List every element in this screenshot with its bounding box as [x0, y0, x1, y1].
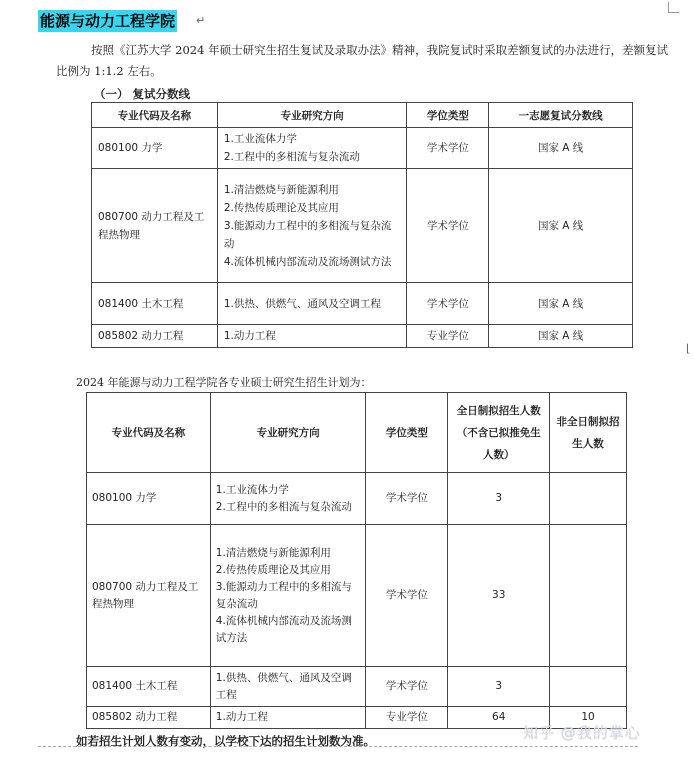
header-cell: 一志愿复试分数线: [489, 103, 633, 128]
header-cell: 专业代码及名称: [92, 103, 218, 128]
score-line-table: [91, 102, 633, 348]
plan-caption: 2024 年能源与动力工程学院各专业硕士研究生招生计划为：: [76, 376, 372, 389]
directions-cell: [217, 128, 407, 169]
direction-item: 1.供热、供燃气、通风及空调工程: [215, 671, 352, 701]
major-code-cell: 081400 土木工程: [87, 667, 211, 707]
directions-cell: [217, 169, 407, 283]
score-line-cell: 国家 A 线: [489, 128, 633, 169]
score-line-cell: 国家 A 线: [489, 325, 633, 348]
score-line-cell: 国家 A 线: [489, 169, 633, 283]
divider: [38, 746, 638, 747]
margin-marker-icon: ⌊: [686, 342, 691, 355]
major-code-cell: 081400 土木工程: [92, 283, 218, 325]
direction-item: 1.动力工程: [215, 711, 268, 723]
direction-item: 4.流体机械内部流动及流场测试方法: [215, 614, 352, 644]
header-cell: 全日制拟招生人数（不含已拟推免生人数）: [448, 393, 550, 473]
table-header-row: [87, 393, 627, 473]
fulltime-count-cell: 3: [448, 473, 550, 525]
degree-type-cell: 学术学位: [366, 473, 448, 525]
watermark: 知乎 @我的掌心: [523, 724, 641, 742]
intro-paragraph: 按照《江苏大学 2024 年硕士研究生招生复试及录取办法》精神，我院复试时采取差额复试的办法进行，差额复试比例为 1:1.2 左右。: [56, 43, 669, 78]
header-cell: 专业研究方向: [217, 103, 407, 128]
page-title: 能源与动力工程学院: [40, 12, 176, 30]
direction-item: 1.工业流体力学: [215, 483, 289, 496]
table-row: [87, 473, 627, 525]
major-code-cell: 080700 动力工程及工程热物理: [92, 169, 218, 283]
direction-item: 1.供热、供燃气、通风及空调工程: [223, 297, 381, 310]
table-row: [87, 667, 627, 707]
directions-cell: [210, 473, 366, 525]
table-row: [87, 525, 627, 667]
direction-item: 1.清洁燃烧与新能源利用: [215, 546, 331, 559]
direction-item: 2.工程中的多相流与复杂流动: [223, 151, 360, 163]
table-row: [92, 283, 633, 325]
table-row: [92, 325, 633, 348]
direction-item: 1.清洁燃烧与新能源利用: [223, 183, 339, 196]
header-cell: 专业代码及名称: [87, 393, 211, 473]
page-corner-mark: [668, 2, 679, 13]
degree-type-cell: 学术学位: [407, 128, 489, 169]
direction-item: 2.传热传质理论及其应用: [223, 201, 339, 214]
direction-item: 3.能源动力工程中的多相流与复杂流动: [223, 219, 392, 250]
degree-type-cell: 专业学位: [366, 707, 448, 729]
fulltime-count-cell: 3: [448, 667, 550, 707]
directions-cell: [217, 283, 407, 325]
table-row: [92, 128, 633, 169]
parttime-count-cell: [550, 525, 627, 667]
parttime-count-cell: 10: [550, 707, 627, 729]
degree-type-cell: 学术学位: [366, 525, 448, 667]
major-code-cell: 085802 动力工程: [92, 325, 218, 348]
footnote: 如若招生计划人数有变动，以学校下达的招生计划数为准。: [76, 734, 375, 748]
header-cell: 专业研究方向: [210, 393, 366, 473]
paragraph-mark-icon: ↵: [196, 14, 206, 27]
table-row: [92, 169, 633, 283]
direction-item: 4.流体机械内部流动及流场测试方法: [223, 255, 392, 268]
directions-cell: [217, 325, 407, 348]
direction-item: 1.动力工程: [223, 330, 276, 342]
major-code-cell: 080100 力学: [92, 128, 218, 169]
direction-item: 2.传热传质理论及其应用: [215, 563, 331, 576]
parttime-count-cell: [550, 667, 627, 707]
direction-item: 2.工程中的多相流与复杂流动: [215, 500, 352, 513]
score-line-cell: 国家 A 线: [489, 283, 633, 325]
directions-cell: [210, 525, 366, 667]
major-code-cell: 080700 动力工程及工程热物理: [87, 525, 211, 667]
header-cell: 非全日制拟招生人数: [550, 393, 627, 473]
direction-item: 3.能源动力工程中的多相流与复杂流动: [215, 580, 352, 610]
directions-cell: [210, 707, 366, 729]
fulltime-count-cell: 64: [448, 707, 550, 729]
degree-type-cell: 学术学位: [407, 283, 489, 325]
directions-cell: [210, 667, 366, 707]
degree-type-cell: 专业学位: [407, 325, 489, 348]
direction-item: 1.工业流体力学: [223, 133, 297, 145]
degree-type-cell: 学术学位: [407, 169, 489, 283]
major-code-cell: 080100 力学: [87, 473, 211, 525]
table-header-row: [92, 103, 633, 128]
fulltime-count-cell: 33: [448, 525, 550, 667]
header-cell: 学位类型: [407, 103, 489, 128]
section-heading-score-line: （一） 复试分数线: [94, 87, 191, 101]
major-code-cell: 085802 动力工程: [87, 707, 211, 729]
degree-type-cell: 学术学位: [366, 667, 448, 707]
header-cell: 学位类型: [366, 393, 448, 473]
parttime-count-cell: [550, 473, 627, 525]
enrollment-plan-table: [86, 392, 627, 729]
